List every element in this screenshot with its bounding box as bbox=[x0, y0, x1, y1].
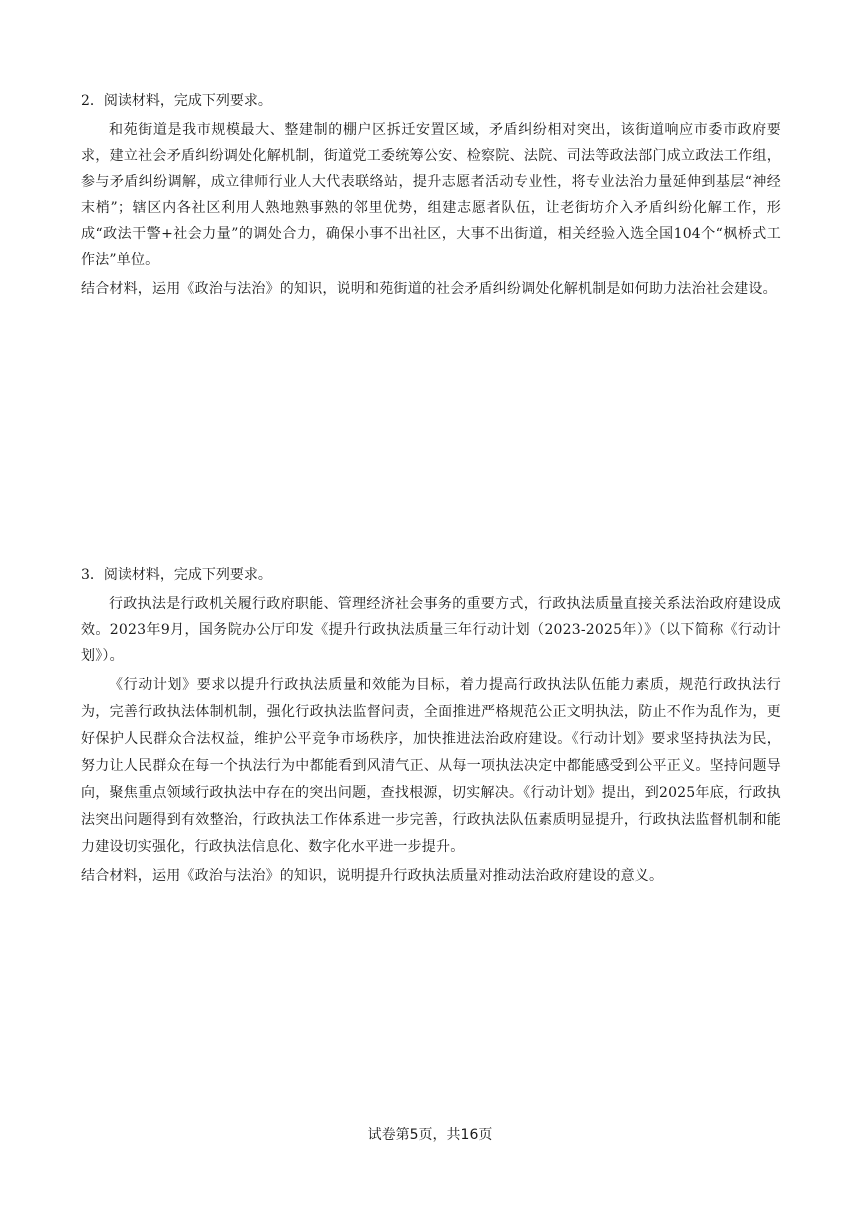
material-paragraph: 行政执法是行政机关履行政府职能、管理经济社会事务的重要方式，行政执法质量直接关系法治政府建设成效。2023年9月，国务院办公厅印发《提升行政执法质量三年行动计划（2023-2025年）》（以下简称《行动计划》）。 bbox=[81, 596, 781, 664]
page-footer: 试卷第5页，共16页 bbox=[367, 1127, 493, 1143]
material-paragraph: 《行动计划》要求以提升行政执法质量和效能为目标，着力提高行政执法队伍能力素质，规范行政执法行为，完善行政执法体制机制，强化行政执法监督问责，全面推进严格规范公正文明执法，防止不作为乱作为，更好保护人民群众合法权益，维护公平竞争市场秩序，加快推进法治政府建设。《行动计划》要求坚持执法为民，努力让人民群众在每一个执法行为中都能看到风清气正、从每一项执法决定中都能感受到公平正义。坚持问题导向，聚焦重点领域行政执法中存在的突出问题，查找根源，切实解决。《行动计划》提出，到2025年底，行政执法突出问题得到有效整治，行政执法工作体系进一步完善，行政执法队伍素质明显提升，行政执法监督机制和能力建设切实强化，行政执法信息化、数字化水平进一步提升。 bbox=[81, 677, 781, 855]
material-paragraph: 和苑街道是我市规模最大、整建制的棚户区拆迁安置区域，矛盾纠纷相对突出，该街道响应市委市政府要求，建立社会矛盾纠纷调处化解机制，街道党工委统筹公安、检察院、法院、司法等政法部门成立政法工作组，参与矛盾纠纷调解，成立律师行业人大代表联络站，提升志愿者活动专业性，将专业法治力量延伸到基层“神经末梢”；辖区内各社区利用人熟地熟事熟的邻里优势，组建志愿者队伍，让老街坊介入矛盾纠纷化解工作，形成“政法干警+社会力量”的调处合力，确保小事不出社区，大事不出街道，相关经验入选全国104个“枫桥式工作法”单位。 bbox=[81, 122, 781, 268]
question-title: 2．阅读材料，完成下列要求。 bbox=[81, 93, 272, 109]
question-2 bbox=[81, 88, 781, 302]
question-3 bbox=[81, 562, 781, 889]
question-title: 3．阅读材料，完成下列要求。 bbox=[81, 567, 272, 583]
question-prompt: 结合材料，运用《政治与法治》的知识，说明提升行政执法质量对推动法治政府建设的意义。 bbox=[81, 868, 664, 884]
question-prompt: 结合材料，运用《政治与法治》的知识，说明和苑街道的社会矛盾纠纷调处化解机制是如何助力法治社会建设。 bbox=[81, 281, 777, 297]
